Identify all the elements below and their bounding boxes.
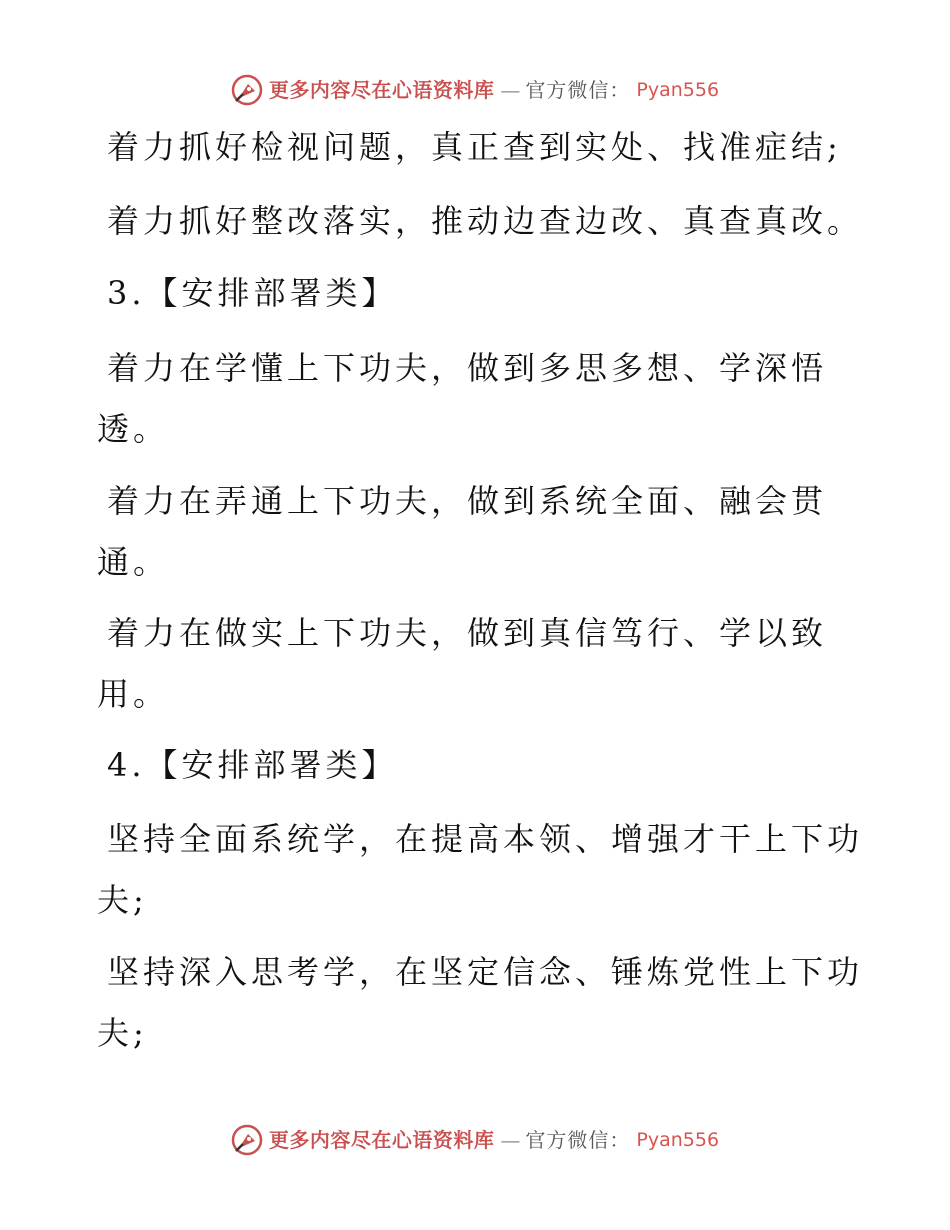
section-heading-4: 4.【安排部署类】	[107, 746, 398, 784]
paragraph-line-continuation: 用。	[97, 675, 170, 713]
footer-wechat-label: 官方微信：	[525, 1128, 631, 1152]
paragraph-line: 坚持全面系统学，在提高本领、增强才干上下功	[107, 820, 864, 858]
header-wechat-label: 官方微信：	[525, 78, 631, 102]
paragraph-line: 着力抓好检视问题，真正查到实处、找准症结;	[107, 128, 842, 166]
paragraph-line-continuation: 通。	[97, 543, 170, 581]
footer-brand-text: 更多内容尽在心语资料库	[268, 1128, 495, 1152]
footer-dash: —	[500, 1128, 520, 1152]
paragraph-line: 坚持深入思考学，在坚定信念、锤炼党性上下功	[107, 953, 864, 991]
pen-nib-logo-icon	[231, 74, 263, 106]
footer-banner	[0, 1124, 950, 1156]
paragraph-line: 着力在学懂上下功夫，做到多思多想、学深悟	[107, 349, 828, 387]
header-dash: —	[500, 78, 520, 102]
header-wechat-id: Pyan556	[636, 79, 720, 101]
footer-wechat-id: Pyan556	[636, 1129, 720, 1151]
section-heading-3: 3.【安排部署类】	[107, 274, 398, 312]
paragraph-line-continuation: 夫;	[97, 881, 148, 919]
paragraph-line: 着力抓好整改落实，推动边查边改、真查真改。	[107, 202, 864, 240]
header-banner	[0, 74, 950, 106]
pen-nib-logo-icon	[231, 1124, 263, 1156]
paragraph-line: 着力在弄通上下功夫，做到系统全面、融会贯	[107, 482, 828, 520]
paragraph-line-continuation: 透。	[97, 410, 170, 448]
paragraph-line-continuation: 夫;	[97, 1014, 148, 1052]
paragraph-line: 着力在做实上下功夫，做到真信笃行、学以致	[107, 614, 828, 652]
header-brand-text: 更多内容尽在心语资料库	[268, 78, 495, 102]
